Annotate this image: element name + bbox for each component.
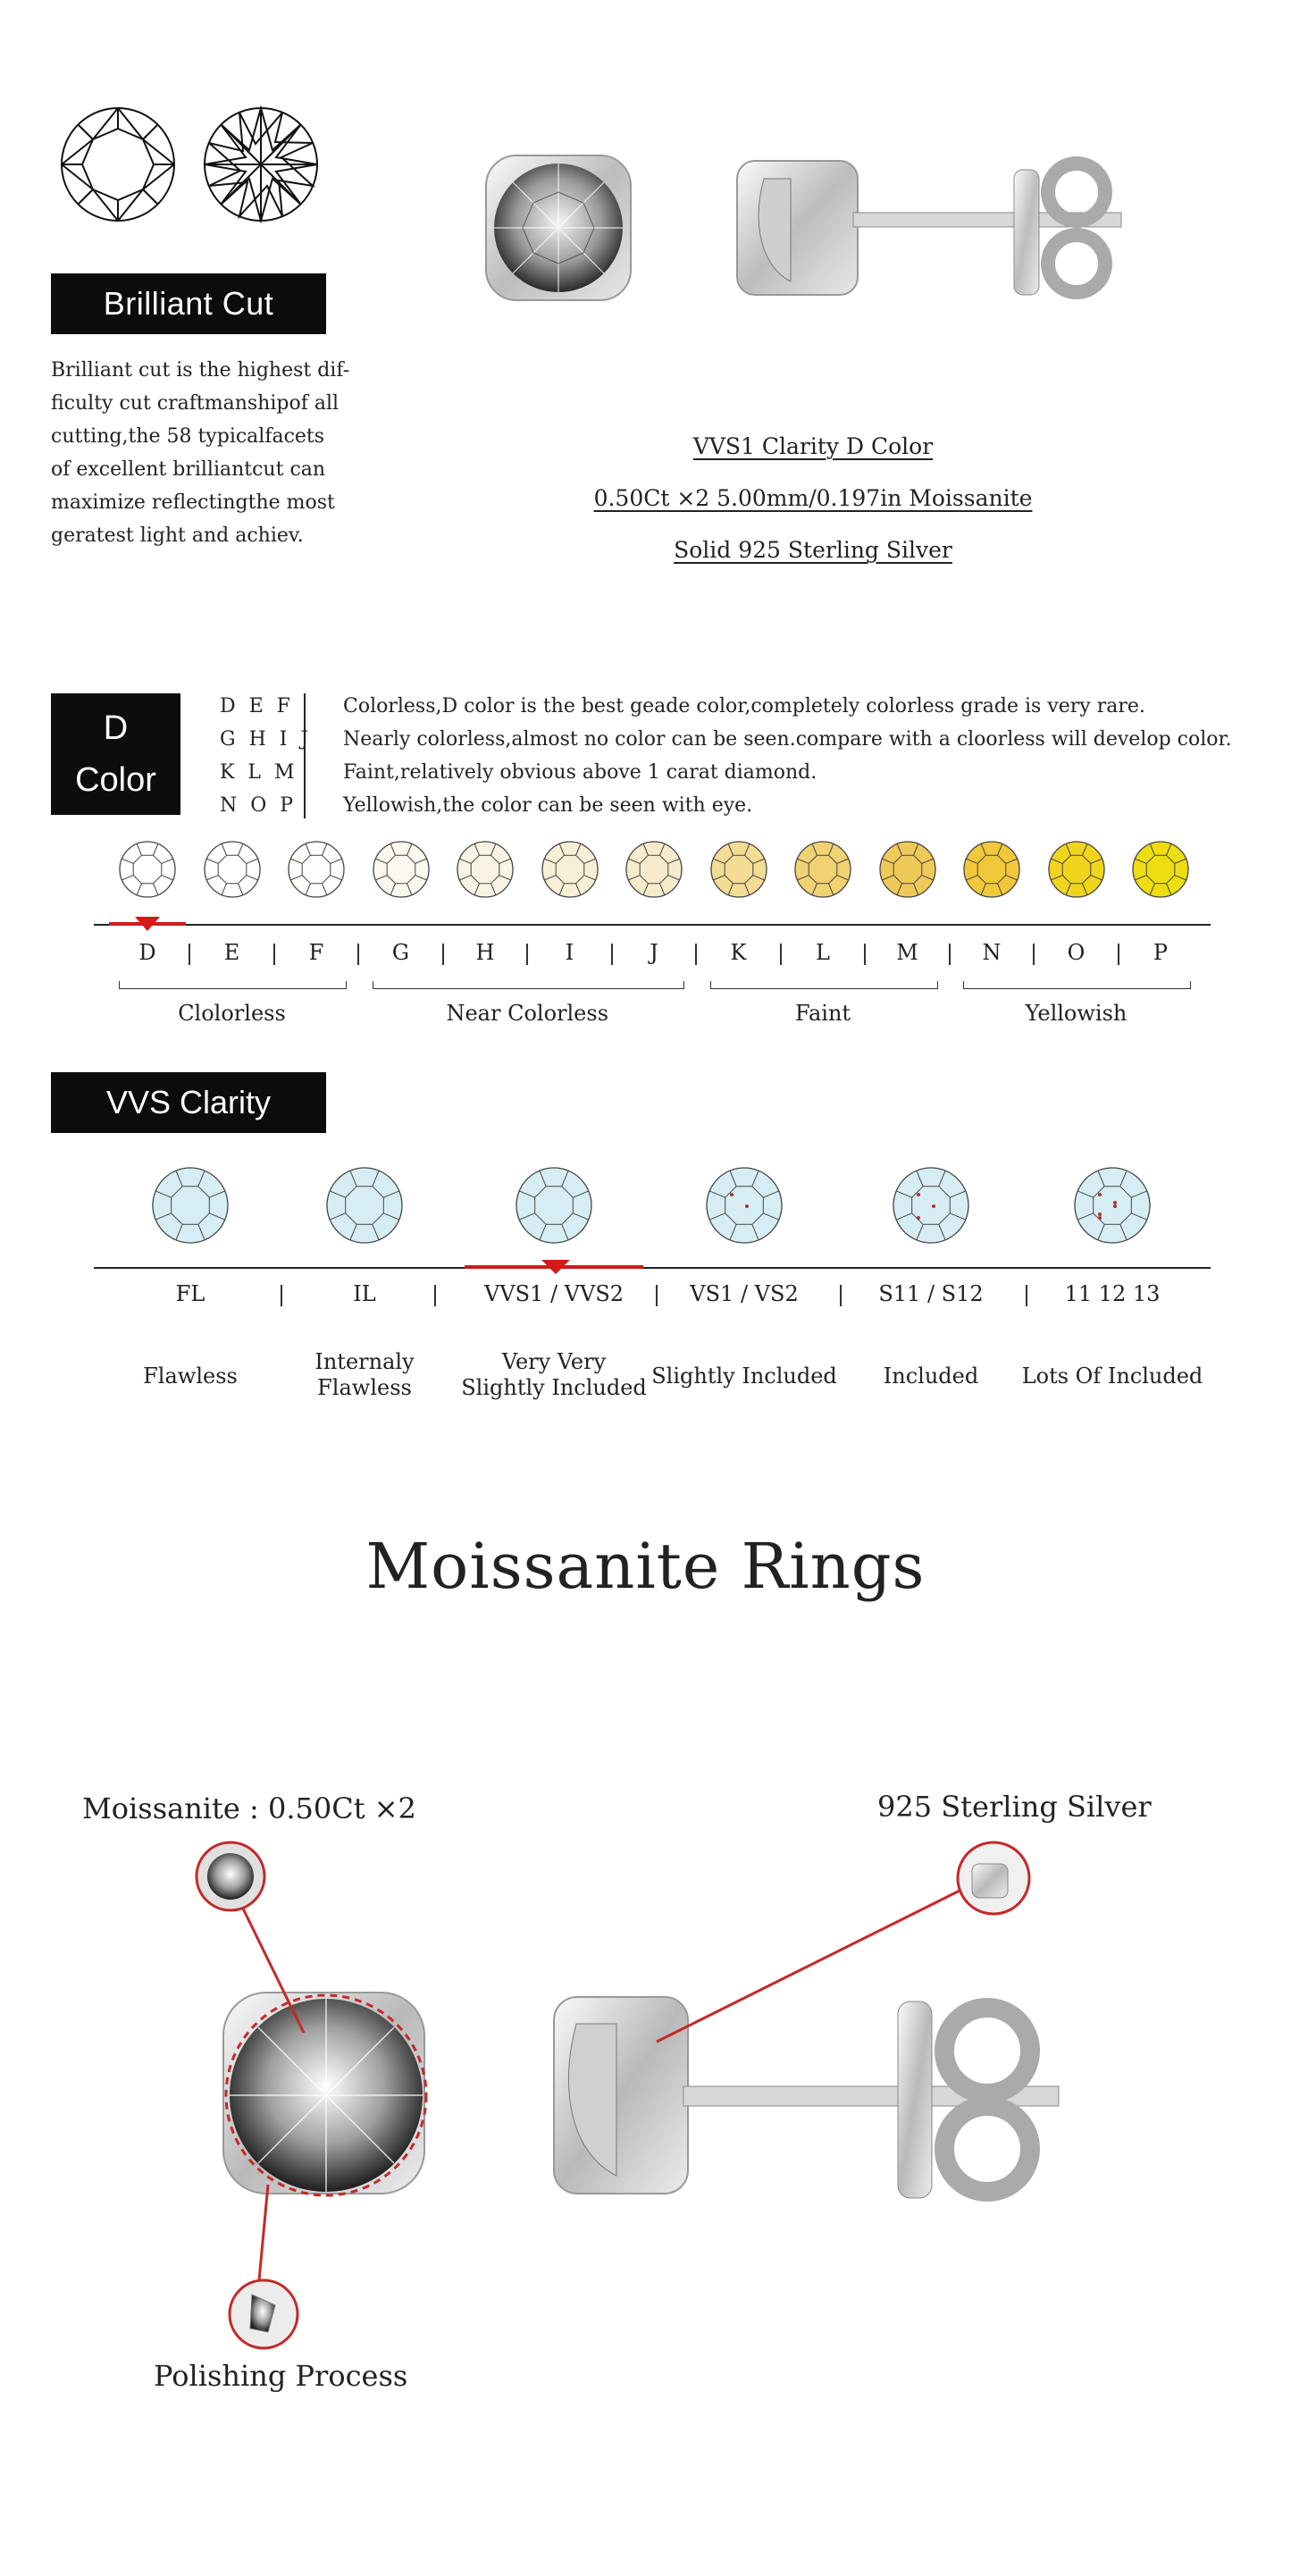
earring-front-image	[474, 143, 643, 313]
clarity-gem	[705, 1166, 784, 1245]
color-group-label: Near Colorless	[446, 1001, 609, 1026]
color-gem-icon	[203, 840, 262, 899]
color-scale-separator	[864, 944, 866, 965]
color-scale-separator	[189, 944, 190, 965]
color-scale-separator	[611, 944, 613, 965]
description-line: geratest light and achiev.	[51, 524, 304, 547]
clarity-description-line: Slightly Included	[461, 1375, 647, 1400]
color-scale-letter: K	[730, 940, 747, 965]
color-scale-separator	[695, 944, 697, 965]
clarity-gem-icon	[705, 1166, 784, 1245]
inclusion-dot	[745, 1204, 749, 1208]
clarity-description-line: Lots Of Included	[1021, 1364, 1203, 1389]
color-scale-letter: P	[1153, 940, 1169, 965]
brilliant-cut-heading	[51, 273, 326, 334]
grade-description: Yellowish,the color can be seen with eye.	[343, 794, 753, 817]
clarity-description-line: Flawless	[317, 1375, 412, 1400]
callout-polishing	[230, 2185, 298, 2348]
color-gem-icon	[287, 840, 346, 899]
clarity-grade-label: VVS1 / VVS2	[483, 1281, 625, 1306]
description-line: Brilliant cut is the highest dif-	[51, 359, 350, 382]
color-scale-separator	[1118, 944, 1119, 965]
vvs-clarity-heading-text: VVS Clarity	[105, 1084, 272, 1120]
color-scale-letter: F	[308, 940, 324, 965]
grade-letters: N O P	[220, 794, 298, 817]
inclusion-dot	[730, 1193, 734, 1196]
clarity-separator	[434, 1285, 436, 1306]
color-gem-icon	[118, 840, 177, 899]
color-gem-icon	[456, 840, 515, 899]
rings-title: Moissanite Rings	[365, 1530, 926, 1603]
clarity-description-line: Flawless	[143, 1364, 238, 1389]
earring-side-image	[728, 143, 1139, 313]
inclusion-dot	[917, 1193, 920, 1196]
grade-description: Faint,relatively obvious above 1 carat diamond.	[343, 761, 817, 784]
clarity-grade-label: VS1 / VS2	[690, 1281, 799, 1306]
color-selected-marker	[135, 917, 160, 931]
color-scale-letter: O	[1067, 940, 1086, 965]
spec-material: Solid 925 Sterling Silver	[674, 537, 952, 563]
description-line: of excellent brilliantcut can	[51, 458, 326, 481]
label-polishing-process: Polishing Process	[154, 2359, 408, 2393]
spec-carat-size: 0.50Ct ×2 5.00mm/0.197in Moissanite	[593, 485, 1033, 511]
clarity-gem	[515, 1166, 593, 1245]
color-gem	[1131, 840, 1190, 899]
clarity-grade-label: FL	[175, 1281, 205, 1306]
grade-letters: G H I J	[220, 728, 313, 751]
color-scale	[0, 840, 1291, 1054]
color-gem-icon	[541, 840, 599, 899]
color-scale-separator	[357, 944, 359, 965]
clarity-gem	[325, 1166, 404, 1245]
clarity-description	[637, 1364, 851, 1389]
grade-letters: K L M	[220, 761, 298, 784]
color-scale-separator	[1033, 944, 1035, 965]
color-scale-letter: L	[816, 940, 830, 965]
clarity-gem	[1073, 1166, 1152, 1245]
grade-letters: D E F	[220, 695, 294, 717]
color-group-label: Faint	[794, 1001, 851, 1026]
clarity-gem-icon	[1073, 1166, 1152, 1245]
vvs-clarity-heading	[51, 1072, 326, 1133]
color-grade-row	[220, 690, 1247, 723]
clarity-separator	[1026, 1285, 1027, 1306]
color-gem	[203, 840, 262, 899]
color-gem-icon	[372, 840, 431, 899]
clarity-gem-icon	[892, 1166, 970, 1245]
color-group-bracket	[963, 981, 1191, 989]
clarity-description	[257, 1349, 472, 1401]
color-gem	[878, 840, 937, 899]
color-scale-letter: D	[138, 940, 156, 965]
color-gem	[372, 840, 431, 899]
color-scale-letter: M	[896, 940, 918, 965]
clarity-gem-icon	[325, 1166, 404, 1245]
clarity-scale-line	[94, 1267, 1211, 1269]
color-scale-separator	[949, 944, 951, 965]
description-line: maximize reflectingthe most	[51, 491, 335, 514]
color-scale-line	[94, 924, 1211, 926]
description-line: ficulty cut craftmanshipof all	[51, 392, 340, 415]
color-gem-icon	[793, 840, 852, 899]
color-grade-row	[220, 789, 1247, 822]
color-gem	[793, 840, 852, 899]
color-gem	[456, 840, 515, 899]
color-gem	[709, 840, 768, 899]
color-grade-row	[220, 723, 1247, 756]
color-group-bracket	[710, 981, 938, 989]
clarity-description	[1005, 1364, 1220, 1389]
brilliant-cut-pavilion-icon	[202, 105, 320, 223]
product-specs	[536, 429, 1090, 584]
clarity-grade-label: IL	[353, 1281, 376, 1306]
color-scale-letter: E	[223, 940, 240, 965]
grade-description: Colorless,D color is the best geade color,completely colorless grade is very rare.	[343, 695, 1145, 717]
color-gem-icon	[878, 840, 937, 899]
color-gem	[962, 840, 1021, 899]
color-gem	[287, 840, 346, 899]
color-group-label: Clolorless	[178, 1001, 286, 1026]
clarity-gem-icon	[515, 1166, 593, 1245]
color-scale-letter: H	[475, 940, 495, 965]
color-group-bracket	[119, 981, 347, 989]
grade-description: Nearly colorless,almost no color can be seen.compare with a cloorless will develop color.	[343, 728, 1232, 751]
brilliant-cut-crown-icon	[59, 105, 177, 223]
inclusion-dot	[1098, 1216, 1102, 1220]
inclusion-dot	[1098, 1212, 1102, 1216]
clarity-grade-label: S11 / S12	[878, 1281, 984, 1306]
color-scale-separator	[273, 944, 275, 965]
color-gem	[541, 840, 599, 899]
earring-front-large	[223, 1993, 426, 2195]
rings-diagram	[0, 1823, 1291, 2359]
color-scale-letter: J	[650, 940, 658, 965]
clarity-gem-icon	[151, 1166, 230, 1245]
clarity-scale	[0, 1153, 1291, 1412]
clarity-separator	[656, 1285, 658, 1306]
color-scale-letter: G	[391, 940, 410, 965]
inclusion-dot	[1113, 1204, 1117, 1208]
color-gem-icon	[1047, 840, 1106, 899]
color-scale-letter: N	[982, 940, 1002, 965]
clarity-selected-marker	[541, 1260, 570, 1274]
description-line: cutting,the 58 typicalfacets	[51, 425, 325, 448]
clarity-separator	[840, 1285, 842, 1306]
clarity-description	[447, 1349, 661, 1401]
color-scale-separator	[442, 944, 444, 965]
label-moissanite: Moissanite : 0.50Ct ×2	[82, 1791, 416, 1825]
color-gem-icon	[962, 840, 1021, 899]
color-gem	[118, 840, 177, 899]
inclusion-dot	[1113, 1201, 1117, 1204]
clarity-description-line: Very Very	[501, 1349, 607, 1374]
color-gem-icon	[709, 840, 768, 899]
color-scale-separator	[526, 944, 528, 965]
color-group-label: Yellowish	[1025, 1001, 1128, 1026]
inclusion-dot	[917, 1216, 920, 1220]
clarity-description-line: Internaly	[314, 1349, 415, 1374]
d-color-box	[51, 693, 180, 815]
brilliant-cut-heading-text: Brilliant Cut	[103, 285, 274, 322]
color-gem-icon	[625, 840, 683, 899]
inclusion-dot	[932, 1204, 935, 1208]
brilliant-cut-description	[51, 354, 355, 552]
clarity-gem	[151, 1166, 230, 1245]
label-sterling-silver: 925 Sterling Silver	[877, 1790, 1152, 1824]
color-scale-separator	[780, 944, 782, 965]
clarity-gem	[892, 1166, 970, 1245]
color-gem	[1047, 840, 1106, 899]
clarity-description-line: Slightly Included	[651, 1364, 837, 1389]
clarity-grade-label: 11 12 13	[1064, 1281, 1161, 1306]
clarity-description-line: Included	[883, 1364, 979, 1389]
clarity-separator	[281, 1285, 282, 1306]
color-gem	[625, 840, 683, 899]
earring-side-large	[554, 1997, 1059, 2198]
color-grade-row	[220, 756, 1247, 789]
color-gem-icon	[1131, 840, 1190, 899]
spec-clarity-color: VVS1 Clarity D Color	[692, 433, 934, 459]
d-color-letter: D	[103, 709, 129, 747]
color-scale-letter: I	[565, 940, 574, 965]
d-color-word: Color	[75, 761, 156, 799]
color-group-bracket	[373, 981, 685, 989]
inclusion-dot	[1098, 1193, 1102, 1196]
